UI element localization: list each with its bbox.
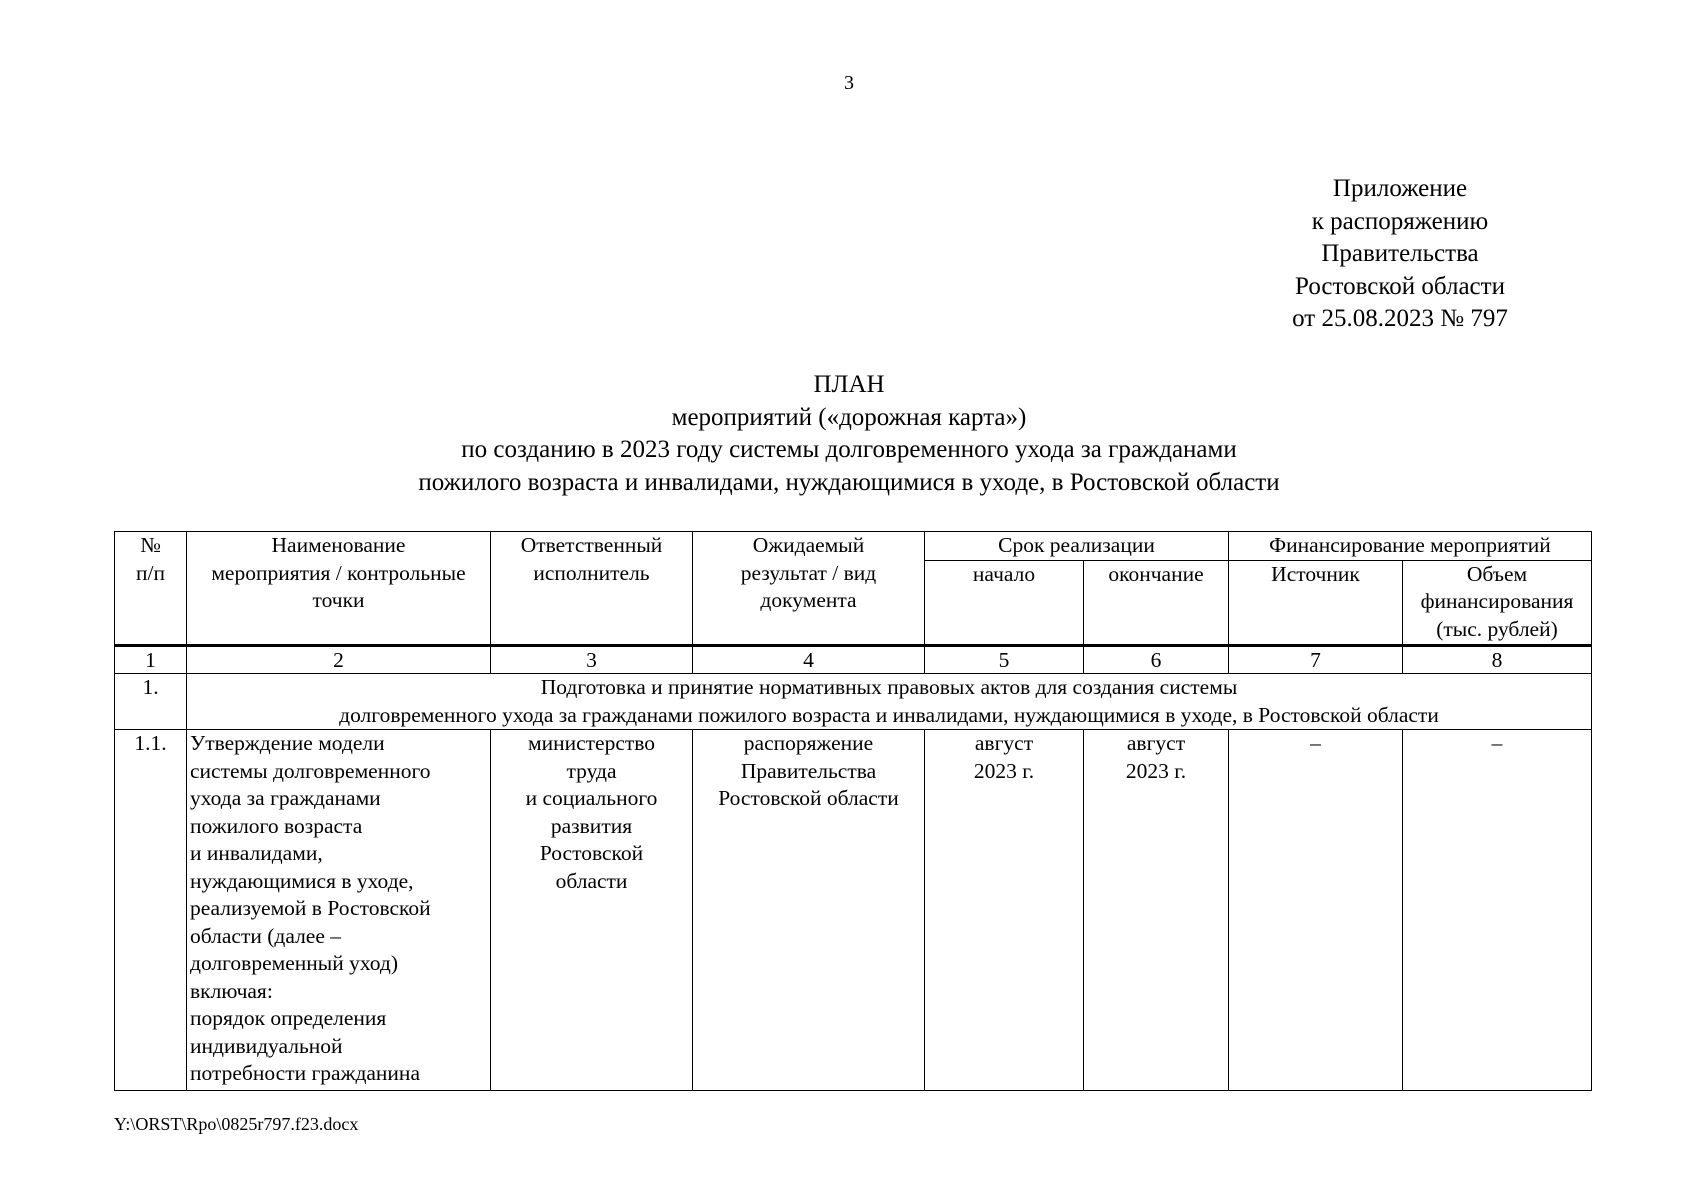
plan-subtitle-line: мероприятий («дорожная карта») <box>671 403 1027 431</box>
column-number: 5 <box>925 646 1084 674</box>
appendix-line: Правительства <box>1321 240 1479 267</box>
roadmap-table <box>114 531 1592 1091</box>
page-number: 3 <box>844 72 854 94</box>
plan-subtitle-line: по созданию в 2023 году системы долговременного ухода за гражданами <box>461 436 1237 463</box>
appendix-line: от 25.08.2023 № 797 <box>1292 305 1508 332</box>
column-number: 4 <box>693 646 925 674</box>
plan-title <box>0 369 1698 499</box>
section-num: 1. <box>115 674 187 730</box>
column-number: 2 <box>187 646 491 674</box>
row-name: Утверждение модели системы долговременного ухода за гражданами пожилого возраста и инвалидами, нуждающимися в уходе, реализуемой в Ростовской области (далее – долговременный уход) включая: порядок определения индивидуальной потребности гражданина <box>187 730 491 1091</box>
row-volume: – <box>1403 730 1592 1091</box>
header-num: № п/п <box>115 532 187 646</box>
header-name: Наименование мероприятия / контрольные точки <box>187 532 491 646</box>
file-path-footer: Y:\ORST\Rpo\0825r797.f23.docx <box>114 1114 359 1134</box>
header-term-end: окончание <box>1084 560 1229 645</box>
table-row <box>115 730 1592 1091</box>
column-number: 8 <box>1403 646 1592 674</box>
header-term-start: начало <box>925 560 1084 645</box>
appendix-line: Ростовской области <box>1295 272 1505 300</box>
appendix-line: к распоряжению <box>1311 207 1489 235</box>
appendix-line: Приложение <box>1332 175 1468 202</box>
row-result: распоряжение Правительства Ростовской области <box>693 730 925 1091</box>
header-term-group: Срок реализации <box>925 532 1229 561</box>
header-responsible: Ответственный исполнитель <box>491 532 693 646</box>
header-finance-volume: Объем финансирования (тыс. рублей) <box>1403 560 1592 645</box>
section-title: Подготовка и принятие нормативных правовых актов для создания системы долговременного ухода за гражданами пожилого возраста и инвалидами, нуждающимися в уходе, в Ростовской области <box>187 674 1592 730</box>
row-num: 1.1. <box>115 730 187 1091</box>
column-number: 6 <box>1084 646 1229 674</box>
header-result: Ожидаемый результат / вид документа <box>693 532 925 646</box>
column-number: 3 <box>491 646 693 674</box>
header-finance-source: Источник <box>1229 560 1403 645</box>
row-start: август 2023 г. <box>925 730 1084 1091</box>
header-finance-group: Финансирование мероприятий <box>1229 532 1592 561</box>
row-responsible: министерство труда и социального развития Ростовской области <box>491 730 693 1091</box>
plan-heading: ПЛАН <box>813 371 885 398</box>
column-number: 7 <box>1229 646 1403 674</box>
column-number: 1 <box>115 646 187 674</box>
section-row <box>115 674 1592 730</box>
plan-subtitle-line: пожилого возраста и инвалидами, нуждающимися в уходе, в Ростовской области <box>418 468 1280 496</box>
row-end: август 2023 г. <box>1084 730 1229 1091</box>
column-number-row <box>115 646 1592 674</box>
appendix-block <box>1240 173 1560 336</box>
header-row <box>115 532 1592 561</box>
row-source: – <box>1229 730 1403 1091</box>
